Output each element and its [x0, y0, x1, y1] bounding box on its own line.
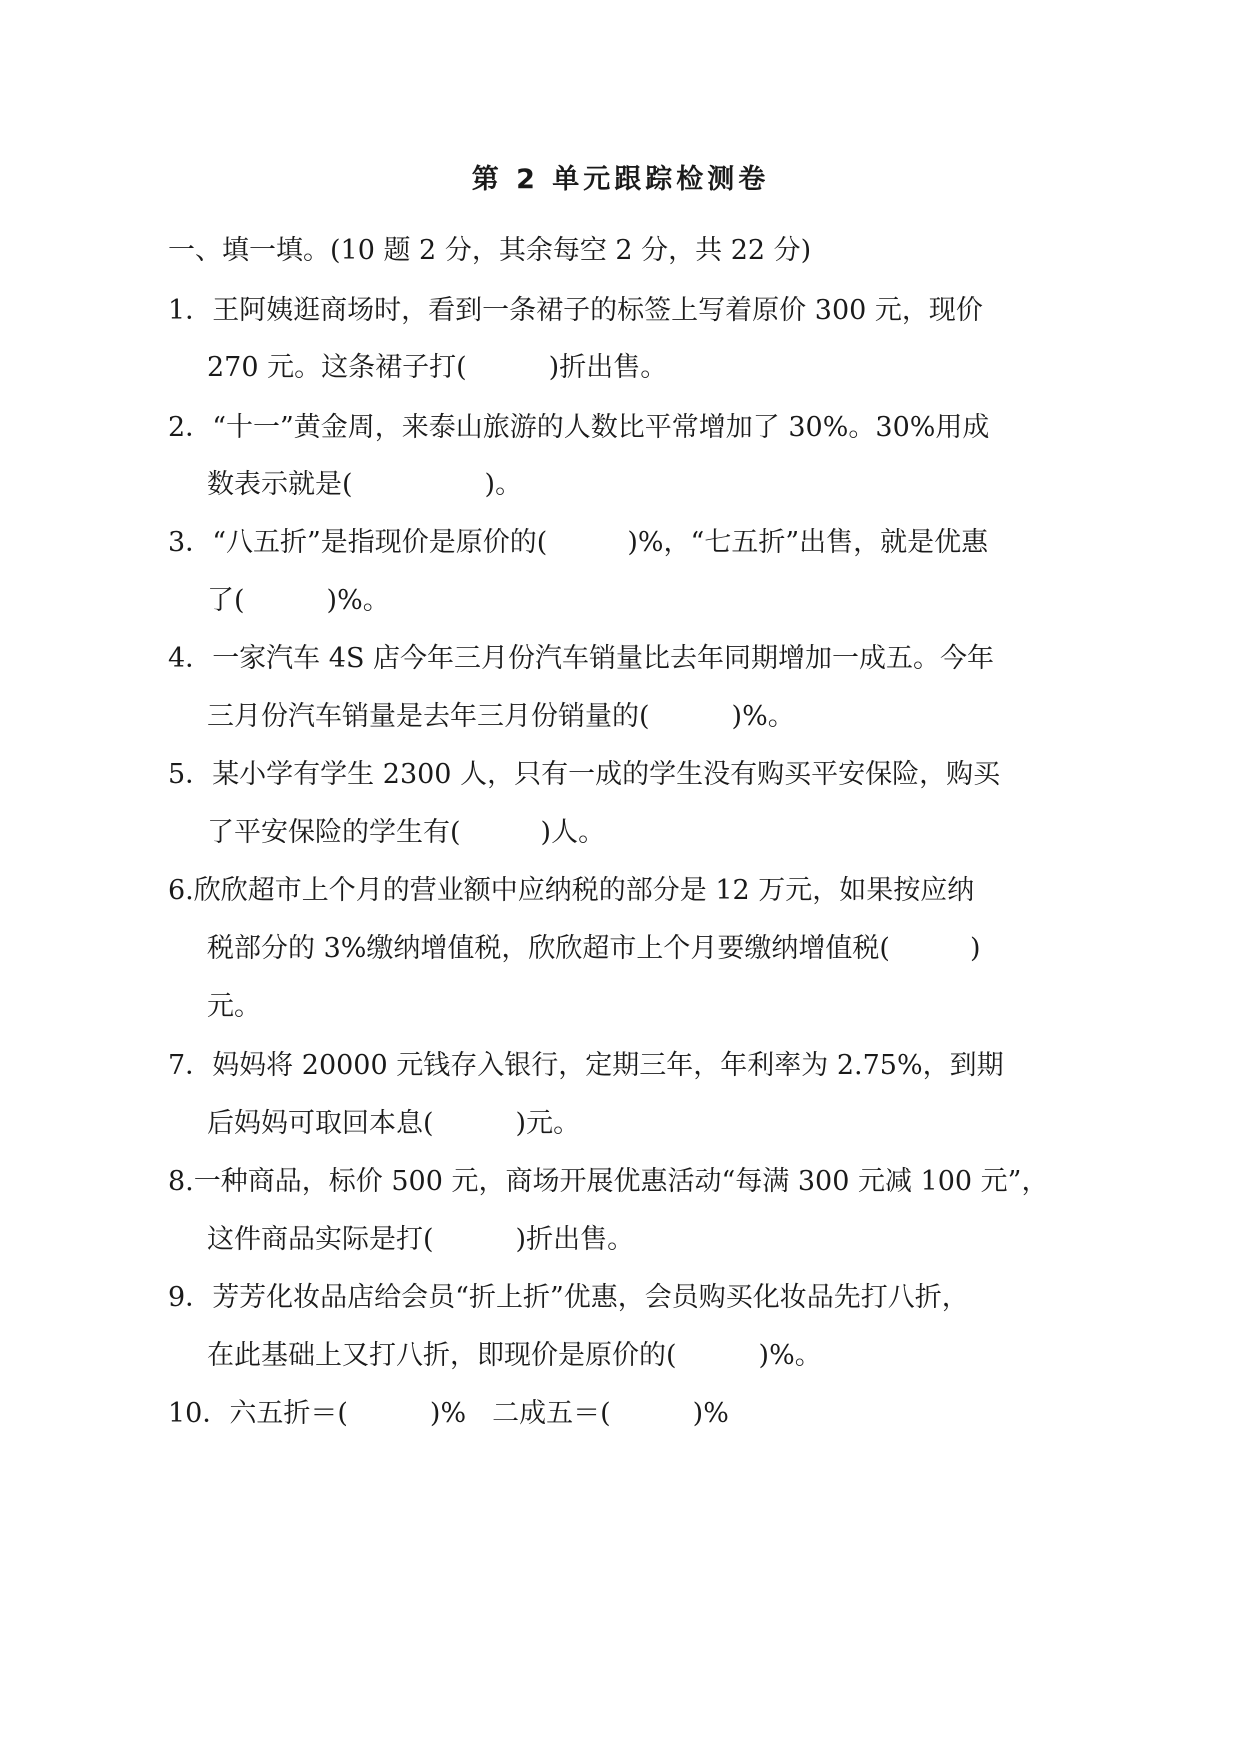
question-text: “十一”黄金周，来泰山旅游的人数比平常增加了 30%。30%用成 — [212, 412, 990, 443]
question-text: 某小学有学生 2300 人，只有一成的学生没有购买平安保险，购买 — [212, 759, 1001, 790]
question-text: 在此基础上又打八折，即现价是原价的( — [207, 1340, 677, 1371]
question-text: 后妈妈可取回本息( — [207, 1108, 434, 1139]
question-text: 芳芳化妆品店给会员“折上折”优惠，会员购买化妆品先打八折， — [212, 1282, 969, 1313]
question-2 — [168, 408, 989, 448]
question-text: )%。 — [731, 701, 795, 732]
question-number: 6. — [168, 875, 194, 906]
question-text: 税部分的 3%缴纳增值税，欣欣超市上个月要缴纳增值税( — [207, 933, 890, 964]
question-text: 元。 — [207, 991, 261, 1022]
question-text: 王阿姨逛商场时，看到一条裙子的标签上写着原价 300 元，现价 — [212, 295, 983, 326]
question-8 — [168, 1162, 1048, 1202]
question-text: )人。 — [540, 817, 606, 848]
question-text: 270 元。这条裙子打( — [207, 352, 467, 383]
question-text: 了( — [207, 585, 245, 616]
question-text: )%。 — [326, 585, 390, 616]
question-1-line-2 — [207, 348, 667, 388]
question-5 — [168, 755, 1000, 795]
question-text: 数表示就是( — [207, 469, 353, 500]
question-text: )折出售。 — [515, 1224, 635, 1255]
question-9 — [168, 1278, 969, 1318]
section-heading: 一、填一填。(10 题 2 分，其余每空 2 分，共 22 分) — [168, 235, 812, 266]
question-2-line-2 — [207, 465, 522, 505]
question-text: 妈妈将 20000 元钱存入银行，定期三年，年利率为 2.75%，到期 — [212, 1050, 1004, 1081]
question-6-line-2 — [207, 929, 981, 969]
question-number: 4． — [168, 643, 213, 674]
question-text: 一家汽车 4S 店今年三月份汽车销量比去年同期增加一成五。今年 — [212, 643, 995, 674]
question-3-line-2 — [207, 581, 390, 621]
question-number: 5． — [168, 759, 213, 790]
question-9-line-2 — [207, 1336, 822, 1376]
question-text: 欣欣超市上个月的营业额中应纳税的部分是 12 万元，如果按应纳 — [193, 875, 975, 906]
question-number: 3． — [168, 527, 213, 558]
question-text: )%。 — [758, 1340, 822, 1371]
question-number: 7． — [168, 1050, 213, 1081]
question-number: 10． — [168, 1398, 230, 1429]
question-7 — [168, 1046, 1004, 1086]
question-number: 9． — [168, 1282, 213, 1313]
question-1 — [168, 291, 983, 331]
question-text: 二成五＝( — [492, 1398, 611, 1429]
question-text: 三月份汽车销量是去年三月份销量的( — [207, 701, 650, 732]
question-5-line-2 — [207, 813, 605, 853]
question-number: 2． — [168, 412, 213, 443]
question-text: )% — [692, 1398, 729, 1429]
question-number: 8. — [168, 1166, 194, 1197]
question-text: 了平安保险的学生有( — [207, 817, 461, 848]
question-8-line-2 — [207, 1220, 634, 1260]
question-4-line-2 — [207, 697, 795, 737]
question-text: 一种商品，标价 500 元，商场开展优惠活动“每满 300 元减 100 元”， — [193, 1166, 1049, 1197]
question-text: )% — [429, 1398, 467, 1429]
question-10 — [168, 1394, 729, 1434]
question-3 — [168, 523, 988, 563]
question-text: “八五折”是指现价是原价的( — [212, 527, 548, 558]
page-title: 第 2 单元跟踪检测卷 — [471, 164, 770, 195]
question-text: )元。 — [515, 1108, 581, 1139]
question-text: 这件商品实际是打( — [207, 1224, 434, 1255]
question-text: 六五折＝( — [229, 1398, 348, 1429]
question-7-line-2 — [207, 1104, 580, 1144]
question-6 — [168, 871, 974, 911]
question-text: ) — [969, 933, 981, 964]
question-4 — [168, 639, 994, 679]
question-text: )%，“七五折”出售，就是优惠 — [627, 527, 989, 558]
question-number: 1． — [168, 295, 213, 326]
question-text: )。 — [484, 469, 523, 500]
question-text: )折出售。 — [548, 352, 668, 383]
question-6-line-3 — [207, 987, 261, 1027]
